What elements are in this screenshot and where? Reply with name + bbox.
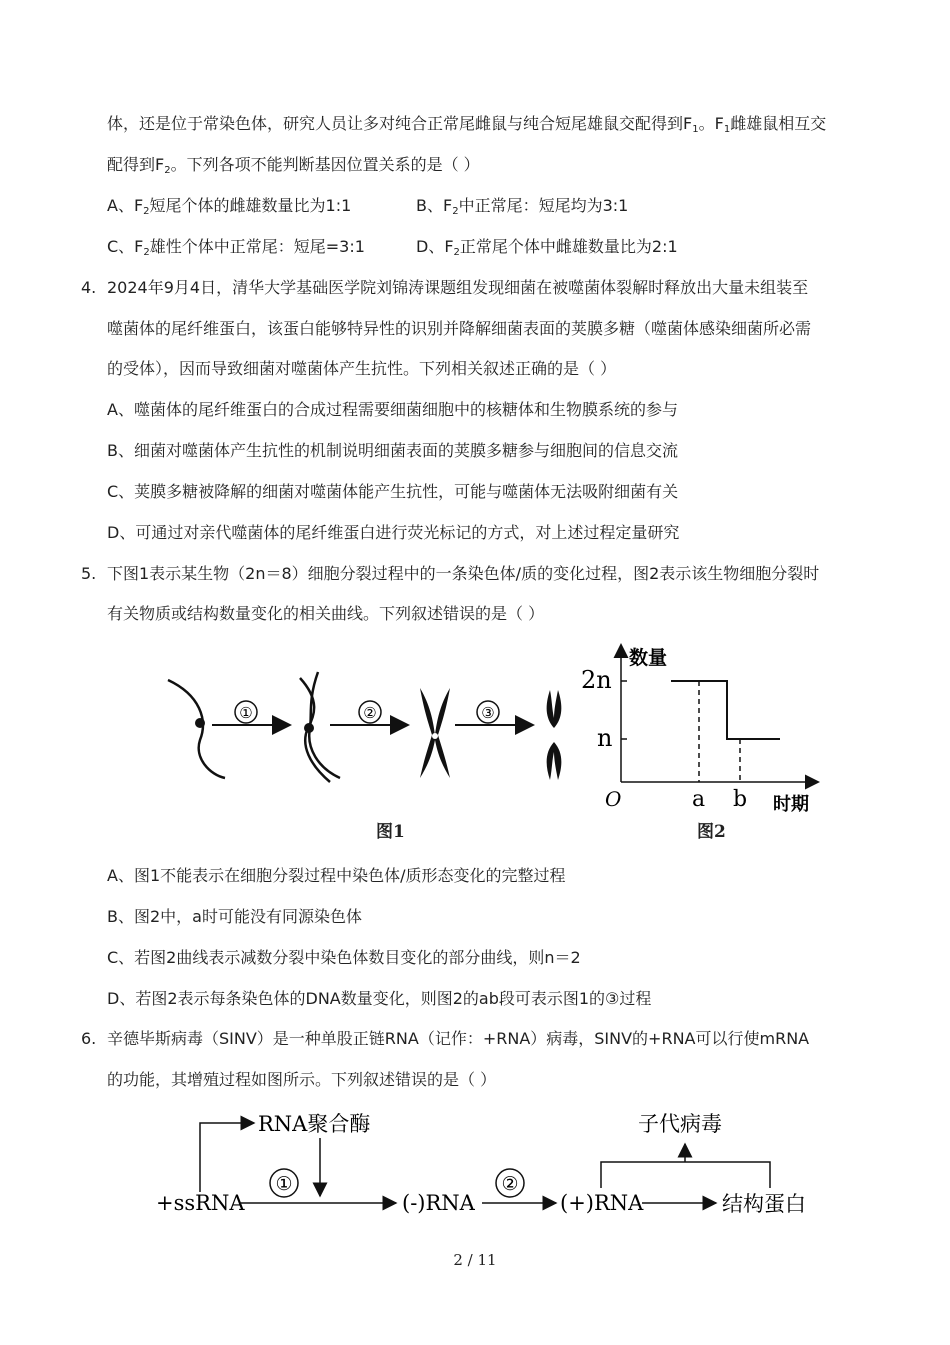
q3-stem-line1: 体，还是位于常染色体，研究人员让多对纯合正常尾雌鼠与纯合短尾雄鼠交配得到$F_1$。$F_1$雌雄鼠相互交 xyxy=(107,114,827,135)
figure2-line-chart xyxy=(575,636,830,816)
step1-marker: ① xyxy=(275,1173,293,1195)
bracket-to-progeny xyxy=(601,1162,770,1188)
q4-option-c: C、荚膜多糖被降解的细菌对噬菌体能产生抗性，可能与噬菌体无法吸附细菌有关 xyxy=(107,482,679,501)
figure1-chromosome-diagram xyxy=(150,660,590,810)
protein-label: 结构蛋白 xyxy=(722,1192,806,1216)
separated-chromatid-bottom xyxy=(547,742,562,780)
q4-option-a: A、噬菌体的尾纤维蛋白的合成过程需要细菌细胞中的核糖体和生物膜系统的参与 xyxy=(107,400,678,419)
q4-number: 4. xyxy=(81,278,97,297)
q3-option-a: A、$F_2$短尾个体的雌雄数量比为1:1 xyxy=(107,196,352,217)
origin-label: O xyxy=(605,787,622,811)
q6-stem-line1: 辛德毕斯病毒（SINV）是一种单股正链RNA（记作：+RNA）病毒，SINV的+RNA可以行使mRNA xyxy=(107,1029,810,1048)
q5-stem-line1: 下图1表示某生物（2n＝8）细胞分裂过程中的一条染色体/质的变化过程，图2表示该生物细胞分裂时 xyxy=(107,564,820,583)
tick-2n: 2n xyxy=(581,666,612,694)
q3-option-c: C、$F_2$雄性个体中正常尾：短尾=3:1 xyxy=(107,237,365,258)
q4-option-d: D、可通过对亲代噬菌体的尾纤维蛋白进行荧光标记的方式，对上述过程定量研究 xyxy=(107,523,680,542)
figure2-caption: 图2 xyxy=(697,822,726,842)
q4-option-b: B、细菌对噬菌体产生抗性的机制说明细菌表面的荚膜多糖参与细胞间的信息交流 xyxy=(107,441,678,460)
q4-stem-line1: 2024年9月4日，清华大学基础医学院刘锦涛课题组发现细菌在被噬菌体裂解时释放出大量未组装至 xyxy=(107,278,809,297)
step2-marker: ② xyxy=(501,1173,519,1195)
centromere-dot-2 xyxy=(304,723,314,733)
q5-option-c: C、若图2曲线表示减数分裂中染色体数目变化的部分曲线，则n＝2 xyxy=(107,948,581,967)
step3-label: ③ xyxy=(481,704,495,722)
sinv-replication-diagram xyxy=(150,1100,840,1230)
page-number: 2 / 11 xyxy=(453,1251,497,1269)
separated-chromatid-top xyxy=(547,690,562,728)
tick-n: n xyxy=(597,724,613,752)
y-axis-label: 数量 xyxy=(629,647,668,669)
q5-option-a: A、图1不能表示在细胞分裂过程中染色体/质形态变化的完整过程 xyxy=(107,866,566,885)
step2-label: ② xyxy=(363,704,377,722)
ssrna-label: +ssRNA xyxy=(156,1191,245,1215)
q6-stem-line2: 的功能，其增殖过程如图所示。下列叙述错误的是（ ） xyxy=(107,1070,497,1089)
q3-option-d: D、$F_2$正常尾个体中雌雄数量比为2:1 xyxy=(416,237,678,258)
centromere-dot xyxy=(195,718,205,728)
step1-label: ① xyxy=(239,704,253,722)
q3-stem-line2: 配得到$F_2$。下列各项不能判断基因位置关系的是（ ） xyxy=(107,155,480,176)
q3-option-b: B、$F_2$中正常尾：短尾均为3:1 xyxy=(416,196,629,217)
polymerase-label: RNA聚合酶 xyxy=(258,1112,371,1136)
progeny-label: 子代病毒 xyxy=(638,1112,722,1136)
x-tick-a: a xyxy=(692,787,706,812)
arrow-to-polymerase xyxy=(200,1123,254,1192)
x-axis-label: 时期 xyxy=(773,794,809,815)
q4-stem-line2: 噬菌体的尾纤维蛋白，该蛋白能够特异性的识别并降解细菌表面的荚膜多糖（噬菌体感染细菌所必需 xyxy=(107,319,812,338)
data-curve xyxy=(671,681,780,739)
q5-option-b: B、图2中，a时可能没有同源染色体 xyxy=(107,907,362,926)
q5-stem-line2: 有关物质或结构数量变化的相关曲线。下列叙述错误的是（ ） xyxy=(107,604,545,623)
x-tick-b: b xyxy=(733,787,748,812)
chromatin-single-strand xyxy=(168,680,225,778)
q6-number: 6. xyxy=(81,1029,97,1048)
figure1-caption: 图1 xyxy=(376,822,405,842)
minus-rna-label: (-)RNA xyxy=(402,1191,475,1215)
q5-number: 5. xyxy=(81,564,97,583)
q4-stem-line3: 的受体），因而导致细菌对噬菌体产生抗性。下列相关叙述正确的是（ ） xyxy=(107,359,617,378)
q5-option-d: D、若图2表示每条染色体的DNA数量变化，则图2的ab段可表示图1的③过程 xyxy=(107,989,652,1008)
plus-rna-label: (+)RNA xyxy=(560,1191,644,1215)
